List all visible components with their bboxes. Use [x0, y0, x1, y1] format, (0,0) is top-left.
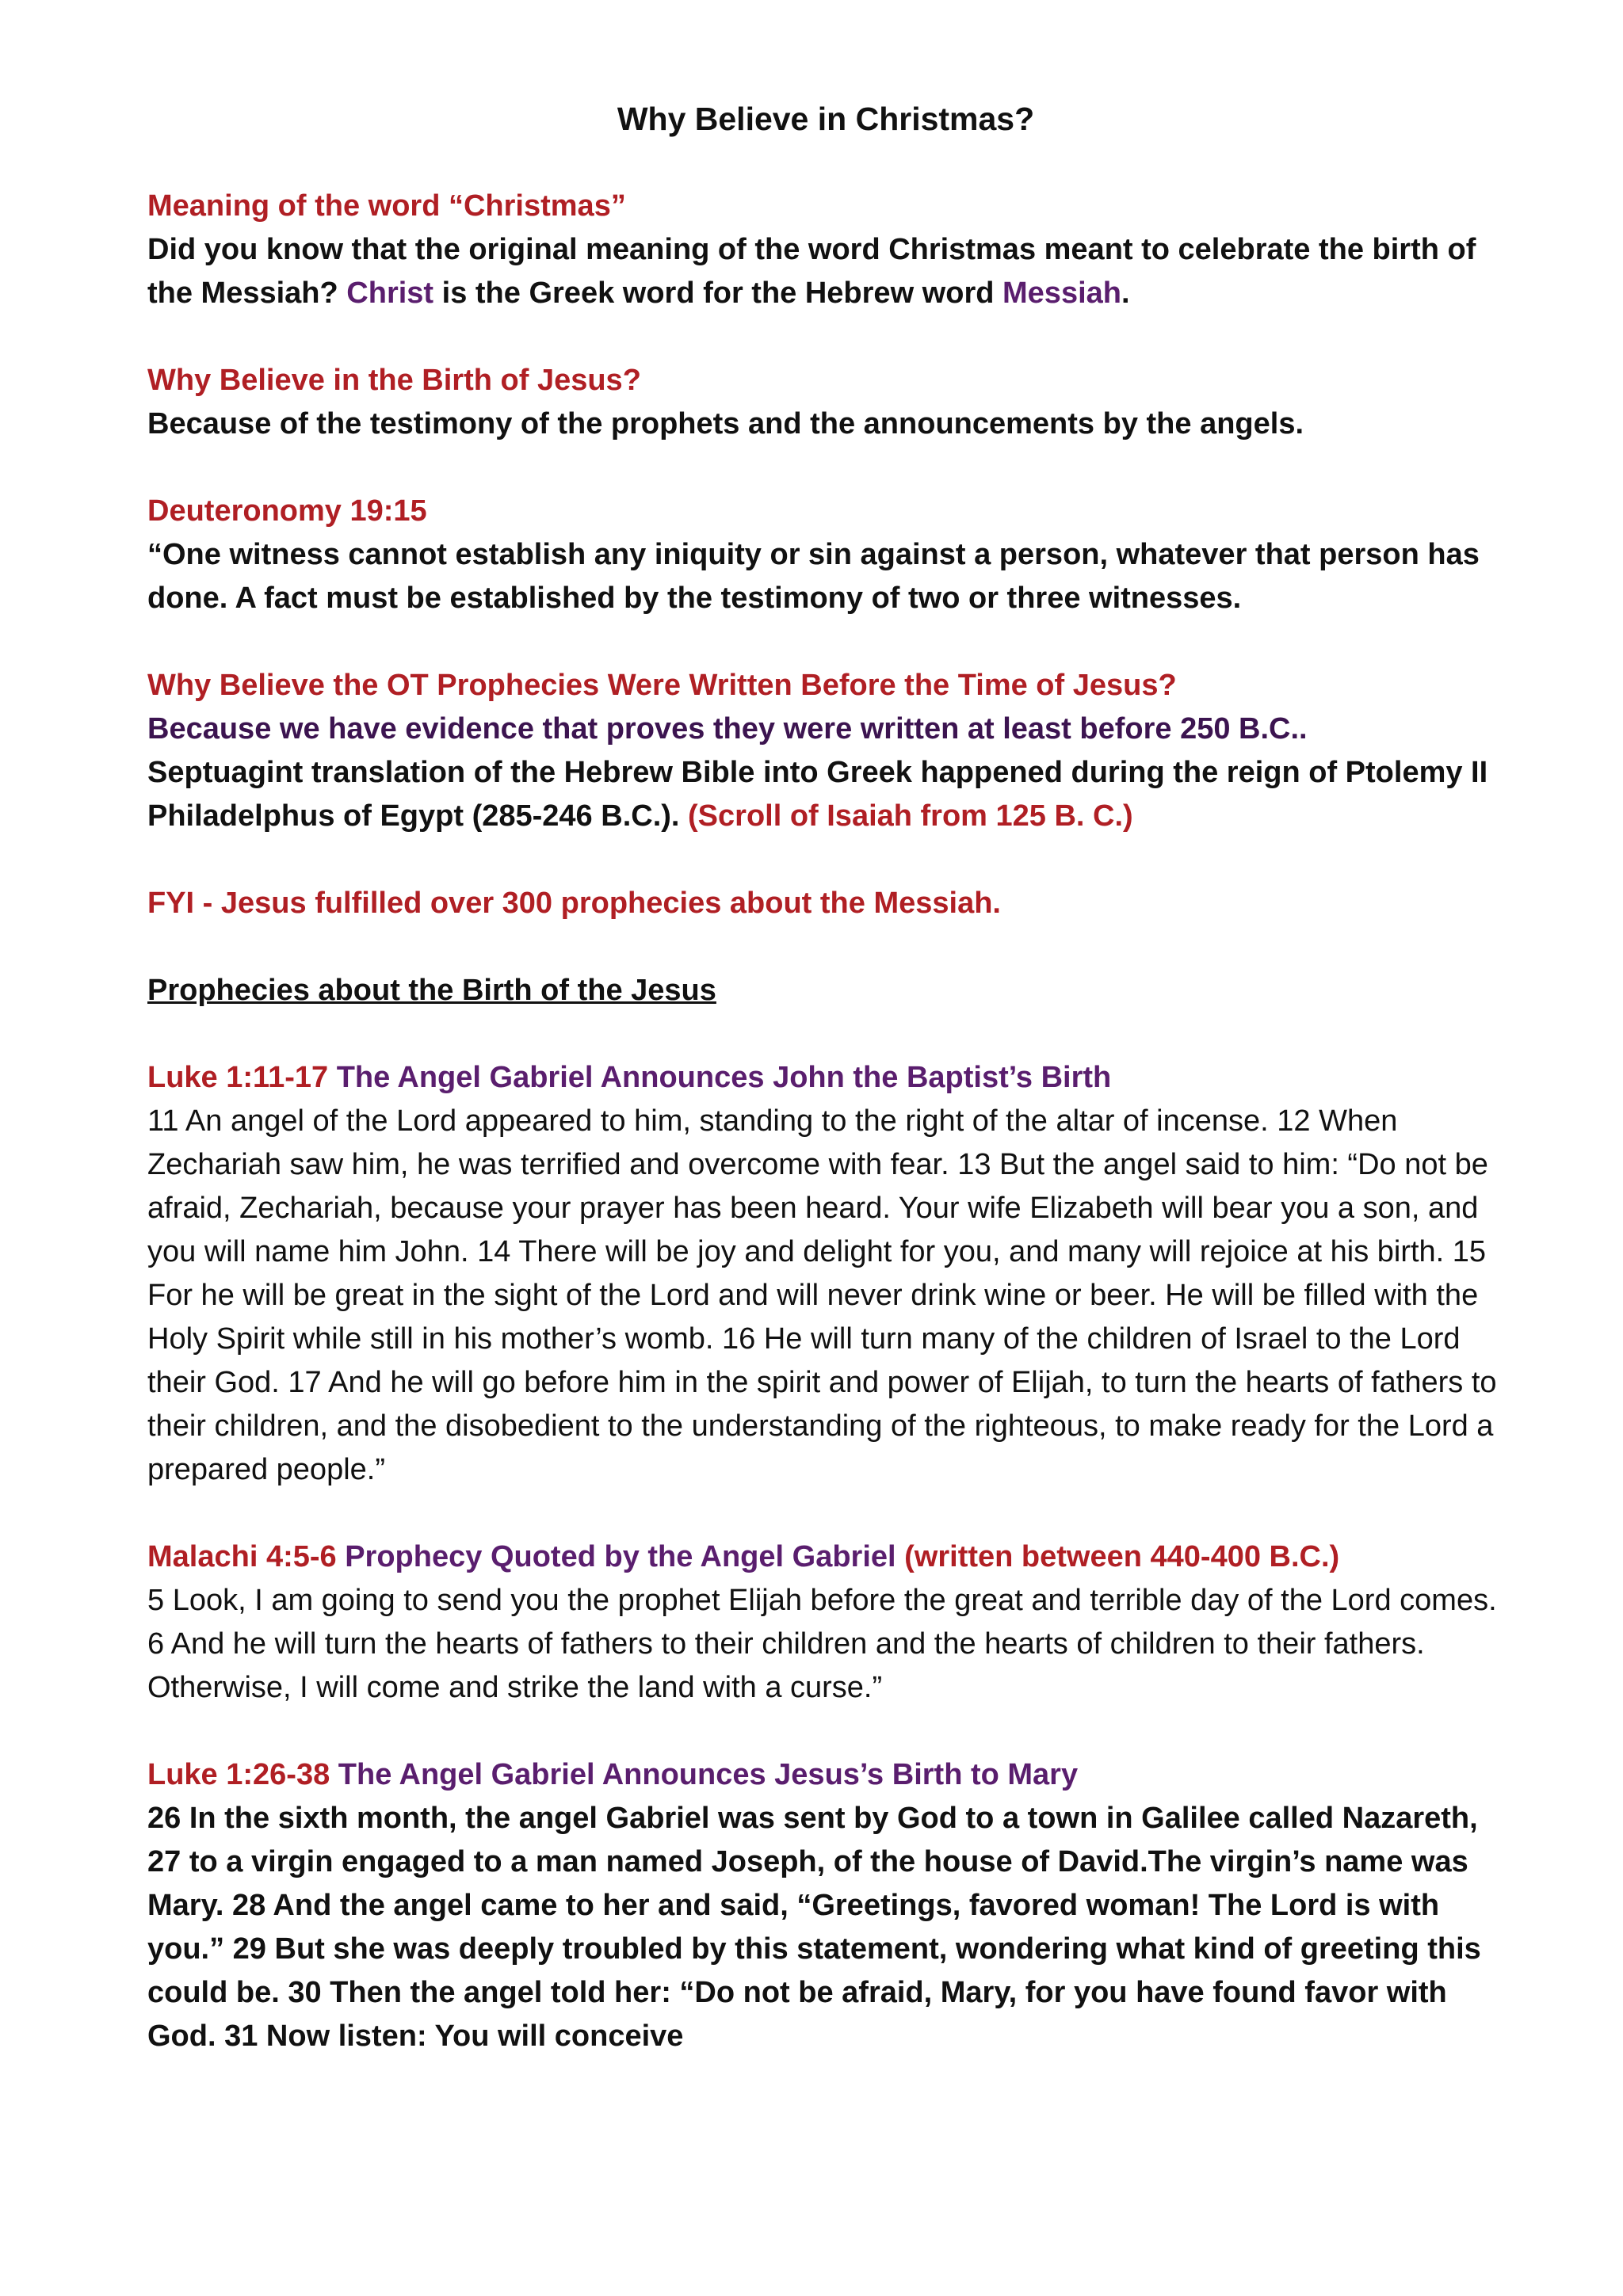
deuteronomy-text: “One witness cannot establish any iniquity or sin against a person, whatever that person has done. A fact must be established by the testimony of two or three witnesses. [147, 538, 1480, 616]
malachi-title: Prophecy Quoted by the Angel Gabriel [336, 1540, 905, 1574]
meaning-text-2: is the Greek word for the Hebrew word [433, 277, 1003, 311]
luke-mary-text: 26 In the sixth month, the angel Gabriel was sent by God to a town in Galilee called Nazareth, 27 to a virgin engaged to a man named Joseph, of the house of David.The virgin’s name was Mary. 28 And the angel came to her and said, “Greetings, favored woman! The Lord is with you.” 29 But she was deeply troubled by this statement, wondering what kind of greeting this could be. 30 Then the angel told her: “Do not be afraid, Mary, for you have found favor with God. 31 Now listen: You will conceive [147, 1802, 1481, 2054]
ot-prophecies-section [147, 664, 1504, 838]
deuteronomy-heading: Deuteronomy 19:15 [147, 494, 427, 528]
why-birth-heading: Why Believe in the Birth of Jesus? [147, 364, 641, 398]
ot-prophecies-text [147, 751, 1504, 838]
malachi-ref: Malachi 4:5-6 [147, 1540, 337, 1574]
malachi-date: (written between 440-400 B.C.) [904, 1540, 1340, 1574]
meaning-section [147, 185, 1504, 315]
christ-word: Christ [346, 277, 434, 311]
messiah-word: Messiah [1002, 277, 1121, 311]
luke-john-text: 11 An angel of the Lord appeared to him, standing to the right of the altar of incense. 12 When Zechariah saw him, he was terrified and overcome with fear. 13 But the angel said to him: “Do not be afraid, Zechariah, because your prayer has been heard. Your wife Elizabeth will bear you a son, and you will name him John. 14 There will be joy and delight for you, and many will rejoice at his birth. 15 For he will be great in the sight of the Lord and will never drink wine or beer. He will be filled with the Holy Spirit while still in his mother’s womb. 16 He will turn many of the children of Israel to the Lord their God. 17 And he will go before him in the spirit and power of Elijah, to turn the hearts of fathers to their children, and the disobedient to the understanding of the righteous, to make ready for the Lord a prepared people.” [147, 1104, 1497, 1487]
luke-mary-ref: Luke 1:26-38 [147, 1758, 330, 1792]
malachi-text: 5 Look, I am going to send you the prophet Elijah before the great and terrible day of the Lord comes. 6 And he will turn the hearts of fathers to their children and the hearts of children to their fathers. Otherwise, I will come and strike the land with a curse.” [147, 1584, 1497, 1705]
ot-prophecies-heading: Why Believe the OT Prophecies Were Written Before the Time of Jesus? [147, 669, 1177, 703]
meaning-text-3: . [1121, 277, 1130, 311]
meaning-text [147, 228, 1504, 315]
malachi-heading [147, 1535, 1504, 1579]
malachi-section [147, 1535, 1504, 1710]
luke-john-title: The Angel Gabriel Announces John the Baptist’s Birth [328, 1061, 1112, 1095]
deuteronomy-section [147, 490, 1504, 620]
why-birth-section [147, 359, 1504, 446]
why-birth-text: Because of the testimony of the prophets and the announcements by the angels. [147, 407, 1304, 441]
prophecies-heading: Prophecies about the Birth of the Jesus [147, 974, 716, 1008]
luke-mary-heading [147, 1753, 1504, 1797]
scroll-note: (Scroll of Isaiah from 125 B. C.) [688, 799, 1133, 833]
luke-mary-section [147, 1753, 1504, 2058]
meaning-heading: Meaning of the word “Christmas” [147, 189, 626, 223]
luke-john-heading [147, 1056, 1504, 1100]
ot-prophecies-evidence: Because we have evidence that proves they were written at least before 250 B.C.. [147, 712, 1308, 746]
luke-mary-title: The Angel Gabriel Announces Jesus’s Birth to Mary [330, 1758, 1079, 1792]
meaning-text-1: Did you know that the original meaning of the word Christmas meant to celebrate the birth of the Messiah? [147, 233, 1476, 311]
luke-john-section [147, 1056, 1504, 1492]
septuagint-text: Septuagint translation of the Hebrew Bible into Greek happened during the reign of Ptolemy II Philadelphus of Egypt (285-246 B.C.). [147, 756, 1488, 833]
fyi-note: FYI - Jesus fulfilled over 300 prophecies about the Messiah. [147, 887, 1001, 921]
document-title: Why Believe in Christmas? [617, 101, 1035, 137]
luke-john-ref: Luke 1:11-17 [147, 1061, 329, 1095]
